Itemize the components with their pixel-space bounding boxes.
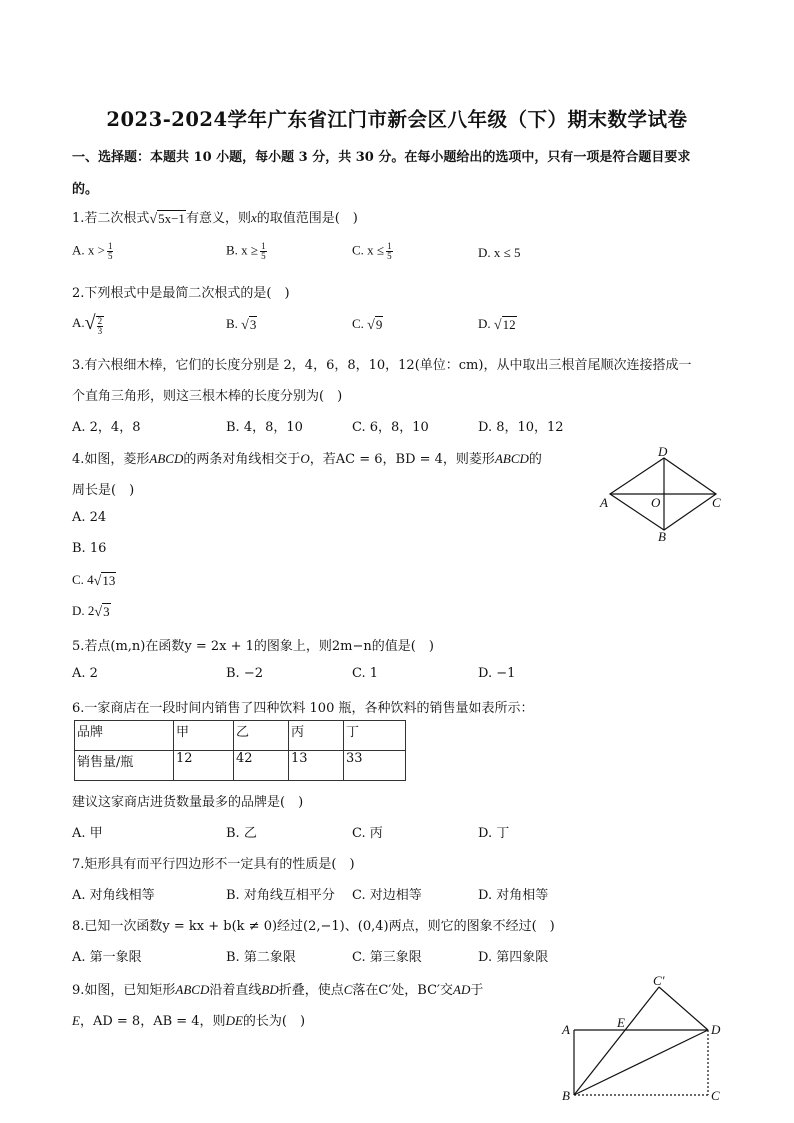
q8-option-a[interactable]: A. 第一象限 (72, 950, 142, 965)
q5-stem: 5.若点(m,n)在函数y = 2x + 1的图象上，则2m−n的值是( ) (72, 639, 434, 654)
q4-stem-line1: 4.如图，菱形ABCD的两条对角线相交于O，若AC = 6，BD = 4，则菱形ABCD的 (72, 451, 542, 467)
q2-option-b[interactable]: B. √3 (226, 316, 257, 334)
q5-option-a[interactable]: A. 2 (72, 666, 98, 681)
table-cell: 乙 (234, 721, 289, 751)
table-cell: 品牌 (75, 721, 174, 751)
q7-option-b[interactable]: B. 对角线互相平分 (226, 888, 335, 903)
table-cell: 13 (289, 751, 344, 781)
q7-option-c[interactable]: C. 对边相等 (352, 888, 422, 903)
label-a: A (600, 495, 608, 510)
label-d: D (658, 444, 668, 459)
label-e: E (617, 1015, 625, 1030)
q2-stem: 2.下列根式中是最简二次根式的是( ) (72, 286, 290, 301)
table-row (75, 751, 406, 781)
label-c: C (711, 1088, 720, 1103)
q3-option-c[interactable]: C. 6，8，10 (352, 420, 429, 435)
q9-stem-line2: E，AD = 8，AB = 4，则DE的长为( ) (72, 1013, 306, 1029)
label-c1: C′ (653, 973, 665, 988)
label-c: C (712, 495, 721, 510)
label-d: D (711, 1022, 721, 1037)
table-cell: 42 (234, 751, 289, 781)
q9-folded-rectangle-figure (556, 972, 736, 1106)
q1-stem: 1.若二次根式√5x−1有意义，则x的取值范围是( ) (72, 210, 358, 227)
table-cell: 丁 (344, 721, 406, 751)
q4-stem-line2: 周长是( ) (72, 483, 135, 498)
q8-option-d[interactable]: D. 第四象限 (478, 950, 549, 965)
q3-option-a[interactable]: A. 2，4，8 (72, 420, 141, 435)
q1-option-b[interactable]: B. x ≥ $\frac{1}{5}$ (226, 241, 266, 261)
q2-option-c[interactable]: C. √9 (352, 316, 383, 334)
section1-heading-line2: 的。 (72, 182, 99, 197)
q7-option-a[interactable]: A. 对角线相等 (72, 888, 155, 903)
q4-option-b[interactable]: B. 16 (72, 541, 107, 556)
q3-option-b[interactable]: B. 4，8，10 (226, 420, 303, 435)
q5-option-d[interactable]: D. −1 (478, 666, 516, 681)
q1-radical: √5x−1 (149, 210, 185, 227)
q3-option-d[interactable]: D. 8，10，12 (478, 420, 564, 435)
table-cell: 33 (344, 751, 406, 781)
q9-stem-line1: 9.如图，已知矩形ABCD沿着直线BD折叠，使点C落在C′处，BC′交AD于 (72, 982, 484, 998)
label-o: O (651, 495, 661, 510)
q2-option-d[interactable]: D. √12 (478, 316, 516, 334)
q4-rhombus-figure (596, 444, 730, 544)
q5-option-c[interactable]: C. 1 (352, 666, 379, 681)
table-row (75, 721, 406, 751)
q3-stem-line1: 3.有六根细木棒，它们的长度分别是 2，4，6，8，10，12(单位：cm)，从中取出三根首尾顺次连接搭成一 (72, 358, 692, 373)
q6-option-a[interactable]: A. 甲 (72, 826, 103, 841)
q6-sales-table (74, 720, 406, 781)
label-b: B (562, 1088, 570, 1103)
q6-question: 建议这家商店进货数量最多的品牌是( ) (72, 795, 304, 810)
q4-option-d[interactable]: D. 2√3 (72, 603, 110, 621)
q1-option-c[interactable]: C. x ≤ $\frac{1}{5}$ (352, 241, 392, 261)
page-title: 2023-2024学年广东省江门市新会区八年级（下）期末数学试卷 (106, 108, 688, 131)
q1-option-d[interactable]: D. x ≤ 5 (478, 245, 521, 260)
segment-c1d (659, 987, 708, 1030)
q6-stem: 6.一家商店在一段时间内销售了四种饮料 100 瓶，各种饮料的销售量如表所示： (72, 701, 534, 716)
q6-option-b[interactable]: B. 乙 (226, 826, 257, 841)
label-a: A (562, 1022, 570, 1037)
q3-stem-line2: 个直角三角形，则这三根木棒的长度分别为( ) (72, 389, 343, 404)
q8-option-c[interactable]: C. 第三象限 (352, 950, 422, 965)
q7-stem: 7.矩形具有而平行四边形不一定具有的性质是( ) (72, 857, 355, 872)
table-cell: 销售量/瓶 (75, 751, 174, 781)
table-cell: 12 (174, 751, 234, 781)
segment-bc1 (574, 987, 659, 1095)
segment-bd (574, 1030, 708, 1095)
q6-option-d[interactable]: D. 丁 (478, 826, 510, 841)
q1-option-a[interactable]: A. x > $\frac{1}{5}$ (72, 241, 113, 261)
q5-option-b[interactable]: B. −2 (226, 666, 263, 681)
q2-option-a[interactable]: A.√ $\frac{2}{3}$ (72, 312, 103, 336)
section1-heading-line1: 一、选择题：本题共 10 小题，每小题 3 分，共 30 分。在每小题给出的选项中，只有一项是符合题目要求 (72, 150, 691, 165)
table-cell: 丙 (289, 721, 344, 751)
table-cell: 甲 (174, 721, 234, 751)
q8-option-b[interactable]: B. 第二象限 (226, 950, 296, 965)
q4-option-a[interactable]: A. 24 (72, 510, 107, 525)
label-b: B (658, 529, 666, 544)
q8-stem: 8.已知一次函数y = kx + b(k ≠ 0)经过(2,−1)、(0,4)两点，则它的图象不经过( ) (72, 919, 555, 934)
q7-option-d[interactable]: D. 对角相等 (478, 888, 549, 903)
q6-option-c[interactable]: C. 丙 (352, 826, 383, 841)
q4-option-c[interactable]: C. 4√13 (72, 572, 116, 590)
